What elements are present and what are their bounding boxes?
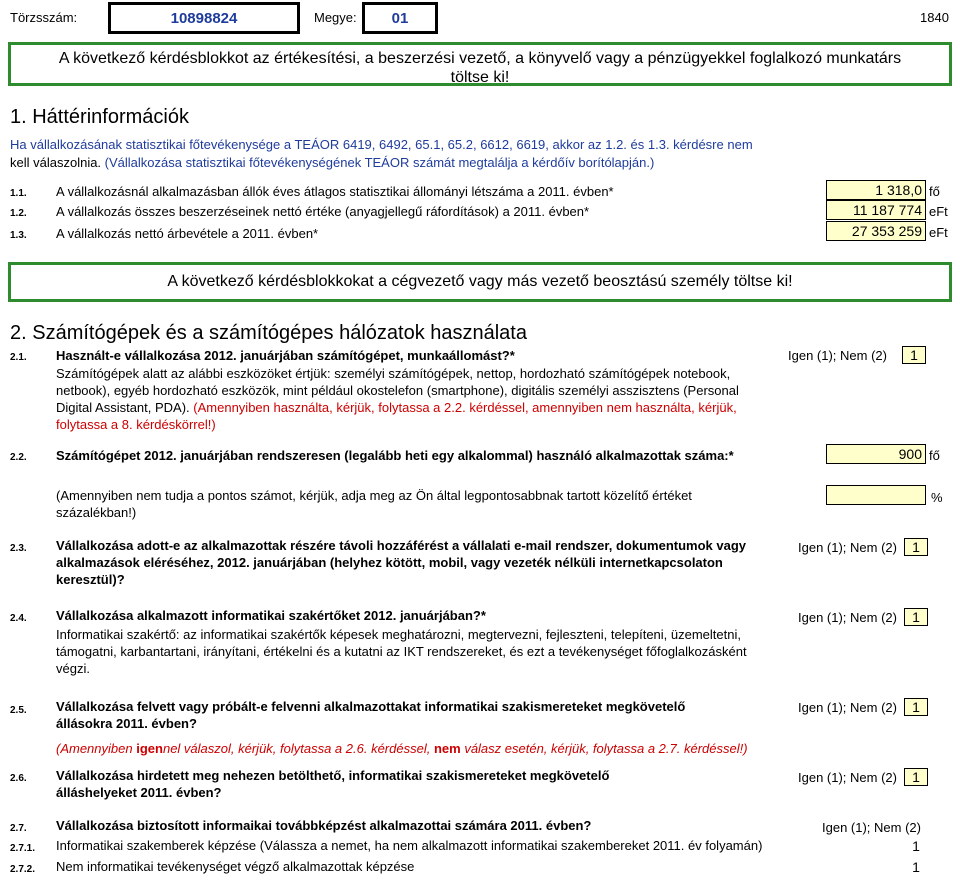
q23-line1: Vállalkozása adott-e az alkalmazottak részére távoli hozzáférést a vállalati e-mail rendszer, dokumentumok vagy xyxy=(56,538,746,553)
q22-value[interactable]: 900 xyxy=(826,444,926,464)
q25-note-igen: igen xyxy=(136,741,163,756)
item-1-1-number: 1.1. xyxy=(10,188,27,199)
section1-intro-line2-a: kell válaszolnia. xyxy=(10,155,102,170)
q26-options: Igen (1); Nem (2) xyxy=(798,770,897,785)
q24-question: Vállalkozása alkalmazott informatikai szakértőket 2012. januárjában?* xyxy=(56,608,486,623)
q25-line1: Vállalkozása felvett vagy próbált-e felvenni alkalmazottakat informatikai szakismereteket megkövetelő xyxy=(56,699,686,714)
section1-intro-line1: Ha vállalkozásának statisztikai főtevékenysége a TEÁOR 6419, 6492, 65.1, 65.2, 6612, 6619, akkor az 1.2. és 1.3. kérdésre nem xyxy=(10,137,753,152)
q24-note-line2: támogatni, karbantartani, irányítani, értékelni és a kutatni az IKT rendszereket, és ezt a tevékenységet főfoglalkozásként xyxy=(56,644,747,659)
q23-options: Igen (1); Nem (2) xyxy=(798,540,897,555)
q21-answer[interactable]: 1 xyxy=(902,346,926,364)
q21-note-line3 xyxy=(56,400,737,415)
section2-title: 2. Számítógépek és a számítógépes hálózatok használata xyxy=(10,322,527,344)
section1-intro-line2-b: (Vállalkozása statisztikai főtevékenységének TEÁOR számát megtalálja a kérdőív borítólapján.) xyxy=(104,155,655,170)
q25-options: Igen (1); Nem (2) xyxy=(798,700,897,715)
item-1-1-value[interactable]: 1 318,0 xyxy=(826,180,926,200)
q25-note-c: nel válaszol, kérjük, folytassa a 2.6. kérdéssel, xyxy=(162,741,431,756)
item-1-2-value[interactable]: 11 187 774 xyxy=(826,200,926,220)
item-1-3-number: 1.3. xyxy=(10,230,27,241)
q21-note-line3-a: Digital Assistant, PDA). xyxy=(56,400,190,415)
q23-line2: alkalmazások eléréséhez, 2012. januárjában (helyhez kötött, mobil, vagy vezeték nélküli internetkapcsolaton xyxy=(56,555,723,570)
q25-line2: állásokra 2011. évben? xyxy=(56,716,197,731)
q21-note-line2: netbook), egyéb hordozható eszközök, mint például okostelefon (smartphone), digitális személyi asszisztens (Personal xyxy=(56,383,739,398)
q24-answer[interactable]: 1 xyxy=(904,608,928,626)
q271-number: 2.7.1. xyxy=(10,843,36,854)
q22-note-line1: (Amennyiben nem tudja a pontos számot, kérjük, adja meg az Ön által legpontosabbnak tartott közelítő értéket xyxy=(56,488,692,503)
q27-question: Vállalkozása biztosított informaikai továbbképzést alkalmazottai számára 2011. évben? xyxy=(56,818,592,833)
item-1-1-unit: fő xyxy=(929,184,940,199)
megye-label: Megye: xyxy=(314,10,357,25)
megye-field[interactable]: 01 xyxy=(362,2,438,34)
item-1-2-text: A vállalkozás összes beszerzéseinek nettó értéke (anyagjellegű ráfordítások) a 2011. évben* xyxy=(56,204,590,219)
q21-number: 2.1. xyxy=(10,352,27,363)
torzsszam-label: Törzsszám: xyxy=(10,10,78,25)
q22-question: Számítógépet 2012. januárjában rendszeresen (legalább heti egy alkalommal) használó alkalmazottak száma:* xyxy=(56,448,734,463)
q25-number: 2.5. xyxy=(10,705,27,716)
q25-note-a: (Amennyiben xyxy=(56,741,133,756)
q21-note-line1: Számítógépek alatt az alábbi eszközöket értjük: személyi számítógépek, nettop, hordozható számítógépek notebook, xyxy=(56,366,731,381)
instruction-banner-2-text: A következő kérdésblokkokat a cégvezető vagy más vezető beosztású személy töltse ki! xyxy=(167,273,793,290)
q271-answer[interactable]: 1 xyxy=(912,838,920,854)
instruction-banner-2 xyxy=(8,262,952,302)
item-1-1-text: A vállalkozásnál alkalmazásban állók éves átlagos statisztikai állományi létszáma a 2011. évben* xyxy=(56,184,614,199)
q27-number: 2.7. xyxy=(10,823,27,834)
q24-number: 2.4. xyxy=(10,613,27,624)
q272-text: Nem informatikai tevékenységet végző alkalmazottak képzése xyxy=(56,859,415,874)
q26-answer[interactable]: 1 xyxy=(904,768,928,786)
q21-options: Igen (1); Nem (2) xyxy=(788,348,887,363)
q23-answer[interactable]: 1 xyxy=(904,538,928,556)
q25-note xyxy=(56,741,748,756)
q272-number: 2.7.2. xyxy=(10,864,36,875)
q22-note-line2: százalékban!) xyxy=(56,505,137,520)
q21-note-line4: folytassa a 8. kérdéskörrel!) xyxy=(56,417,216,432)
q272-answer[interactable]: 1 xyxy=(912,859,920,875)
instruction-banner-1-text: A következő kérdésblokkot az értékesítési, a beszerzési vezető, a könyvelő vagy a pénzügyekkel foglalkozó munkatárs töltse ki! xyxy=(58,50,902,86)
q22-percent-unit: % xyxy=(931,490,943,505)
instruction-banner-1 xyxy=(8,42,952,86)
q25-answer[interactable]: 1 xyxy=(904,698,928,716)
section1-intro-line2 xyxy=(10,155,654,170)
item-1-2-unit: eFt xyxy=(929,204,948,219)
q24-options: Igen (1); Nem (2) xyxy=(798,610,897,625)
q26-number: 2.6. xyxy=(10,773,27,784)
torzsszam-field[interactable]: 10898824 xyxy=(108,2,300,34)
item-1-3-value[interactable]: 27 353 259 xyxy=(826,221,926,241)
section1-title: 1. Háttérinformációk xyxy=(10,106,189,128)
q25-note-nem: nem xyxy=(433,741,461,756)
q271-text: Informatikai szakemberek képzése (Válassza a nemet, ha nem alkalmazott informatikai szakembereket 2011. év folyamán) xyxy=(56,838,763,853)
q24-note-line3: végzi. xyxy=(56,661,90,676)
q26-line1: Vállalkozása hirdetett meg nehezen betölthető, informatikai szakismereteket megkövetelő xyxy=(56,768,610,783)
q21-note-line3-b: (Amennyiben használta, kérjük, folytassa a 2.2. kérdéssel, amennyiben nem használta, kérjük, xyxy=(193,400,737,415)
q22-unit: fő xyxy=(929,448,940,463)
q23-line3: keresztül)? xyxy=(56,572,125,587)
item-1-3-text: A vállalkozás nettó árbevétele a 2011. évben* xyxy=(56,226,319,241)
q22-percent-field[interactable] xyxy=(826,485,926,505)
q25-note-e: válasz esetén, kérjük, folytassa a 2.7. kérdéssel!) xyxy=(464,741,748,756)
q22-number: 2.2. xyxy=(10,452,27,463)
q21-question: Használt-e vállalkozása 2012. januárjában számítógépet, munkaállomást?* xyxy=(56,348,515,363)
q26-line2: álláshelyeket 2011. évben? xyxy=(56,785,222,800)
q24-note-line1: Informatikai szakértő: az informatikai szakértők képesek meghatározni, megtervezni, fejleszteni, telepíteni, üzemeltetni, xyxy=(56,627,741,642)
q23-number: 2.3. xyxy=(10,543,27,554)
item-1-3-unit: eFt xyxy=(929,225,948,240)
q27-options: Igen (1); Nem (2) xyxy=(822,820,921,835)
item-1-2-number: 1.2. xyxy=(10,208,27,219)
page-number: 1840 xyxy=(920,10,949,25)
